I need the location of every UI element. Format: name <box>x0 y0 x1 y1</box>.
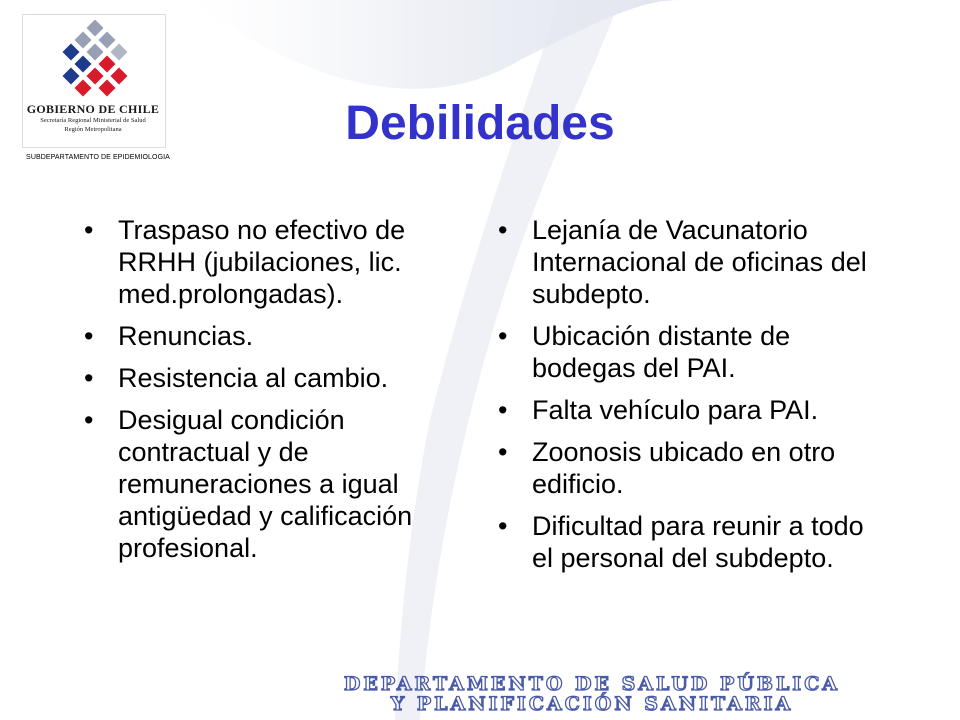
list-item <box>498 510 878 574</box>
list-item-text: Falta vehículo para PAI. <box>532 395 819 425</box>
logo-department: SUBDEPARTAMENTO DE EPIDEMIOLOGIA <box>26 154 170 161</box>
list-item-text: Lejanía de Vacunatorio Internacional de oficinas del subdepto. <box>532 215 867 309</box>
bullet-icon: • <box>84 215 94 245</box>
list-item <box>84 214 464 310</box>
logo-subtitle-2: Región Metropolitana <box>64 126 122 133</box>
list-item <box>498 214 878 310</box>
footer-line-2: Y PLANIFICACIÓN SANITARIA <box>390 693 794 715</box>
list-item <box>84 362 464 394</box>
bullet-icon: • <box>84 405 94 435</box>
list-item <box>498 436 878 500</box>
list-item-text: Desigual condición contractual y de remuneraciones a igual antigüedad y calificación profesional. <box>118 405 413 563</box>
list-item-text: Resistencia al cambio. <box>118 363 389 393</box>
footer-department-name <box>230 674 954 714</box>
bullet-icon: • <box>498 511 508 541</box>
slide-title: Debilidades <box>345 97 615 150</box>
bullet-icon: • <box>498 437 508 467</box>
bullet-icon: • <box>498 215 508 245</box>
list-item-text: Traspaso no efectivo de RRHH (jubilaciones, lic. med.prolongadas). <box>118 215 406 309</box>
bullet-icon: • <box>498 395 508 425</box>
list-item-text: Dificultad para reunir a todo el personal del subdepto. <box>532 511 864 573</box>
right-bullet-list <box>498 214 878 584</box>
footer-line-1: DEPARTAMENTO DE SALUD PÚBLICA <box>343 673 841 695</box>
bullet-icon: • <box>498 321 508 351</box>
list-item-text: Renuncias. <box>118 321 254 351</box>
bullet-icon: • <box>84 363 94 393</box>
list-item-text: Zoonosis ubicado en otro edificio. <box>532 437 836 499</box>
logo-subtitle-1: Secretaría Regional Ministerial de Salud <box>40 117 146 124</box>
list-item-text: Ubicación distante de bodegas del PAI. <box>532 321 791 383</box>
bullet-icon: • <box>84 321 94 351</box>
left-bullet-list <box>84 214 464 574</box>
logo-title: GOBIERNO DE CHILE <box>26 102 160 116</box>
list-item <box>84 404 464 564</box>
list-item <box>84 320 464 352</box>
list-item <box>498 394 878 426</box>
list-item <box>498 320 878 384</box>
chile-government-diamond-logo-icon <box>50 20 140 104</box>
